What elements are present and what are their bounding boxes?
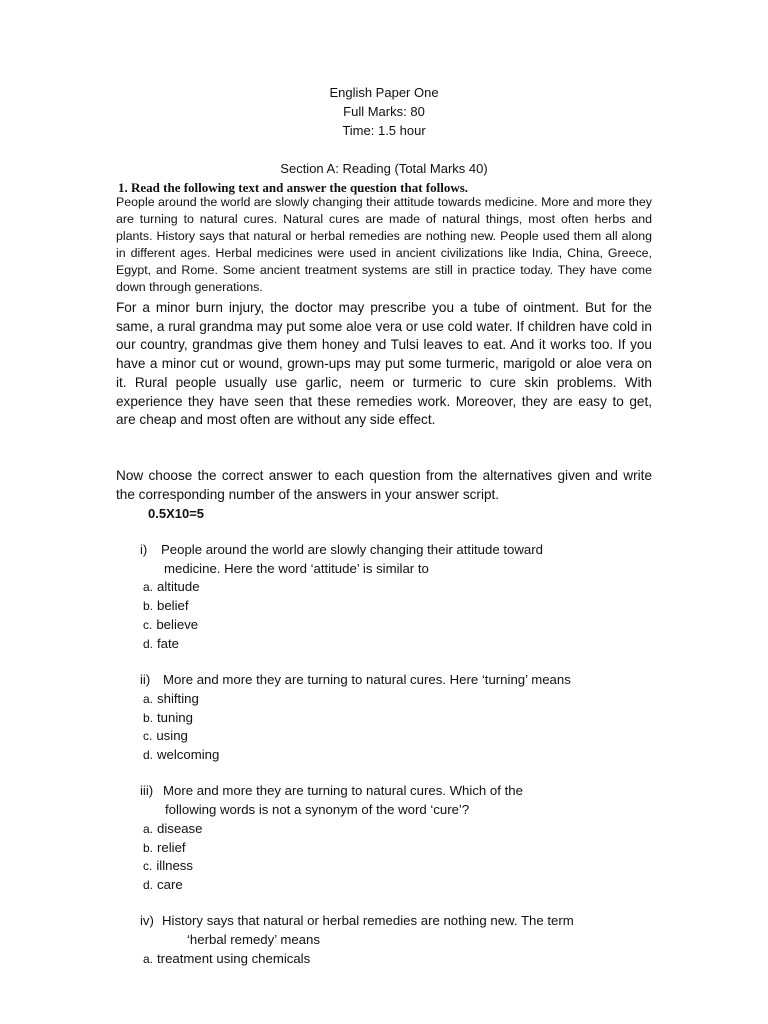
option-text: care: [157, 877, 183, 892]
option-text: using: [156, 728, 188, 743]
question-text: History says that natural or herbal remedies are nothing new. The term: [162, 913, 574, 928]
question-2: [140, 671, 660, 691]
paper-title: English Paper One: [329, 85, 439, 100]
question-number: i): [140, 542, 148, 557]
question-number: iii): [140, 783, 154, 798]
option-text: welcoming: [157, 747, 220, 762]
option-letter: a.: [143, 822, 154, 836]
option-3a: [143, 820, 202, 839]
question-text-continued: following words is not a synonym of the word ‘cure’?: [165, 802, 470, 817]
option-text: altitude: [157, 579, 200, 594]
option-text: fate: [157, 636, 180, 651]
option-3d: [143, 876, 183, 895]
task-marks: 0.5X10=5: [148, 506, 205, 521]
exam-time: Time: 1.5 hour: [342, 123, 426, 138]
question-number: ii): [140, 672, 151, 687]
option-text: belief: [157, 598, 189, 613]
option-text: tuning: [157, 710, 193, 725]
option-1b: [143, 597, 189, 616]
question-number: iv): [140, 913, 154, 928]
option-letter: a.: [143, 692, 154, 706]
option-1c: [143, 616, 198, 635]
option-1d: [143, 635, 179, 654]
question-3: [140, 782, 660, 822]
question-text: More and more they are turning to natural cures. Which of the: [163, 783, 523, 798]
option-text: believe: [156, 617, 199, 632]
passage-paragraph-1: People around the world are slowly changing their attitude towards medicine. More and more they are turning to natural cures. Natural cures are made of natural things, most often herbs and plants. History says that natural or herbal remedies are nothing new. People used them all along in different ages. Herbal medicines were used in ancient civilizations like India, China, Greece, Egypt, and Rome. Some ancient treatment systems are still in practice today. They have come down through generations.: [116, 195, 652, 294]
option-letter: a.: [143, 952, 154, 966]
option-1a: [143, 578, 200, 597]
section-title: Section A: Reading (Total Marks 40): [280, 161, 488, 176]
option-3b: [143, 839, 186, 858]
section-instruction: 1. Read the following text and answer the question that follows.: [118, 180, 469, 195]
task-instruction: Now choose the correct answer to each question from the alternatives given and write the corresponding number of the answers in your answer script.: [116, 468, 652, 502]
option-text: treatment using chemicals: [157, 951, 311, 966]
option-letter: a.: [143, 580, 154, 594]
option-letter: b.: [143, 841, 154, 855]
passage-paragraph-2: For a minor burn injury, the doctor may prescribe you a tube of ointment. But for the same, a rural grandma may put some aloe vera or use cold water. If children have cold in our country, grandmas give them honey and Tulsi leaves to eat. And it works too. If you have a minor cut or wound, grown-ups may put some turmeric, marigold or aloe vera on it. Rural people usually use garlic, neem or turmeric to cure skin problems. With experience they have seen that these remedies work. Moreover, they are easy to get, are cheap and most often are without any side effect.: [116, 300, 652, 428]
option-3c: [143, 857, 193, 876]
option-letter: c.: [143, 859, 153, 873]
option-letter: d.: [143, 748, 154, 762]
option-letter: d.: [143, 637, 154, 651]
option-letter: b.: [143, 711, 154, 725]
option-text: illness: [156, 858, 193, 873]
question-4: [140, 912, 660, 952]
question-text: People around the world are slowly changing their attitude toward: [161, 542, 543, 557]
option-2a: [143, 690, 199, 709]
option-4a: [143, 950, 310, 969]
question-text: More and more they are turning to natural cures. Here ‘turning’ means: [163, 672, 571, 687]
option-letter: c.: [143, 729, 153, 743]
option-text: shifting: [157, 691, 199, 706]
option-letter: b.: [143, 599, 154, 613]
option-text: disease: [157, 821, 203, 836]
option-2b: [143, 709, 193, 728]
question-text-continued: ‘herbal remedy’ means: [187, 932, 320, 947]
full-marks: Full Marks: 80: [343, 104, 425, 119]
option-text: relief: [157, 840, 186, 855]
question-1: [140, 541, 660, 581]
option-2d: [143, 746, 219, 765]
option-letter: d.: [143, 878, 154, 892]
option-letter: c.: [143, 618, 153, 632]
question-text-continued: medicine. Here the word ‘attitude’ is similar to: [164, 561, 429, 576]
option-2c: [143, 727, 188, 746]
